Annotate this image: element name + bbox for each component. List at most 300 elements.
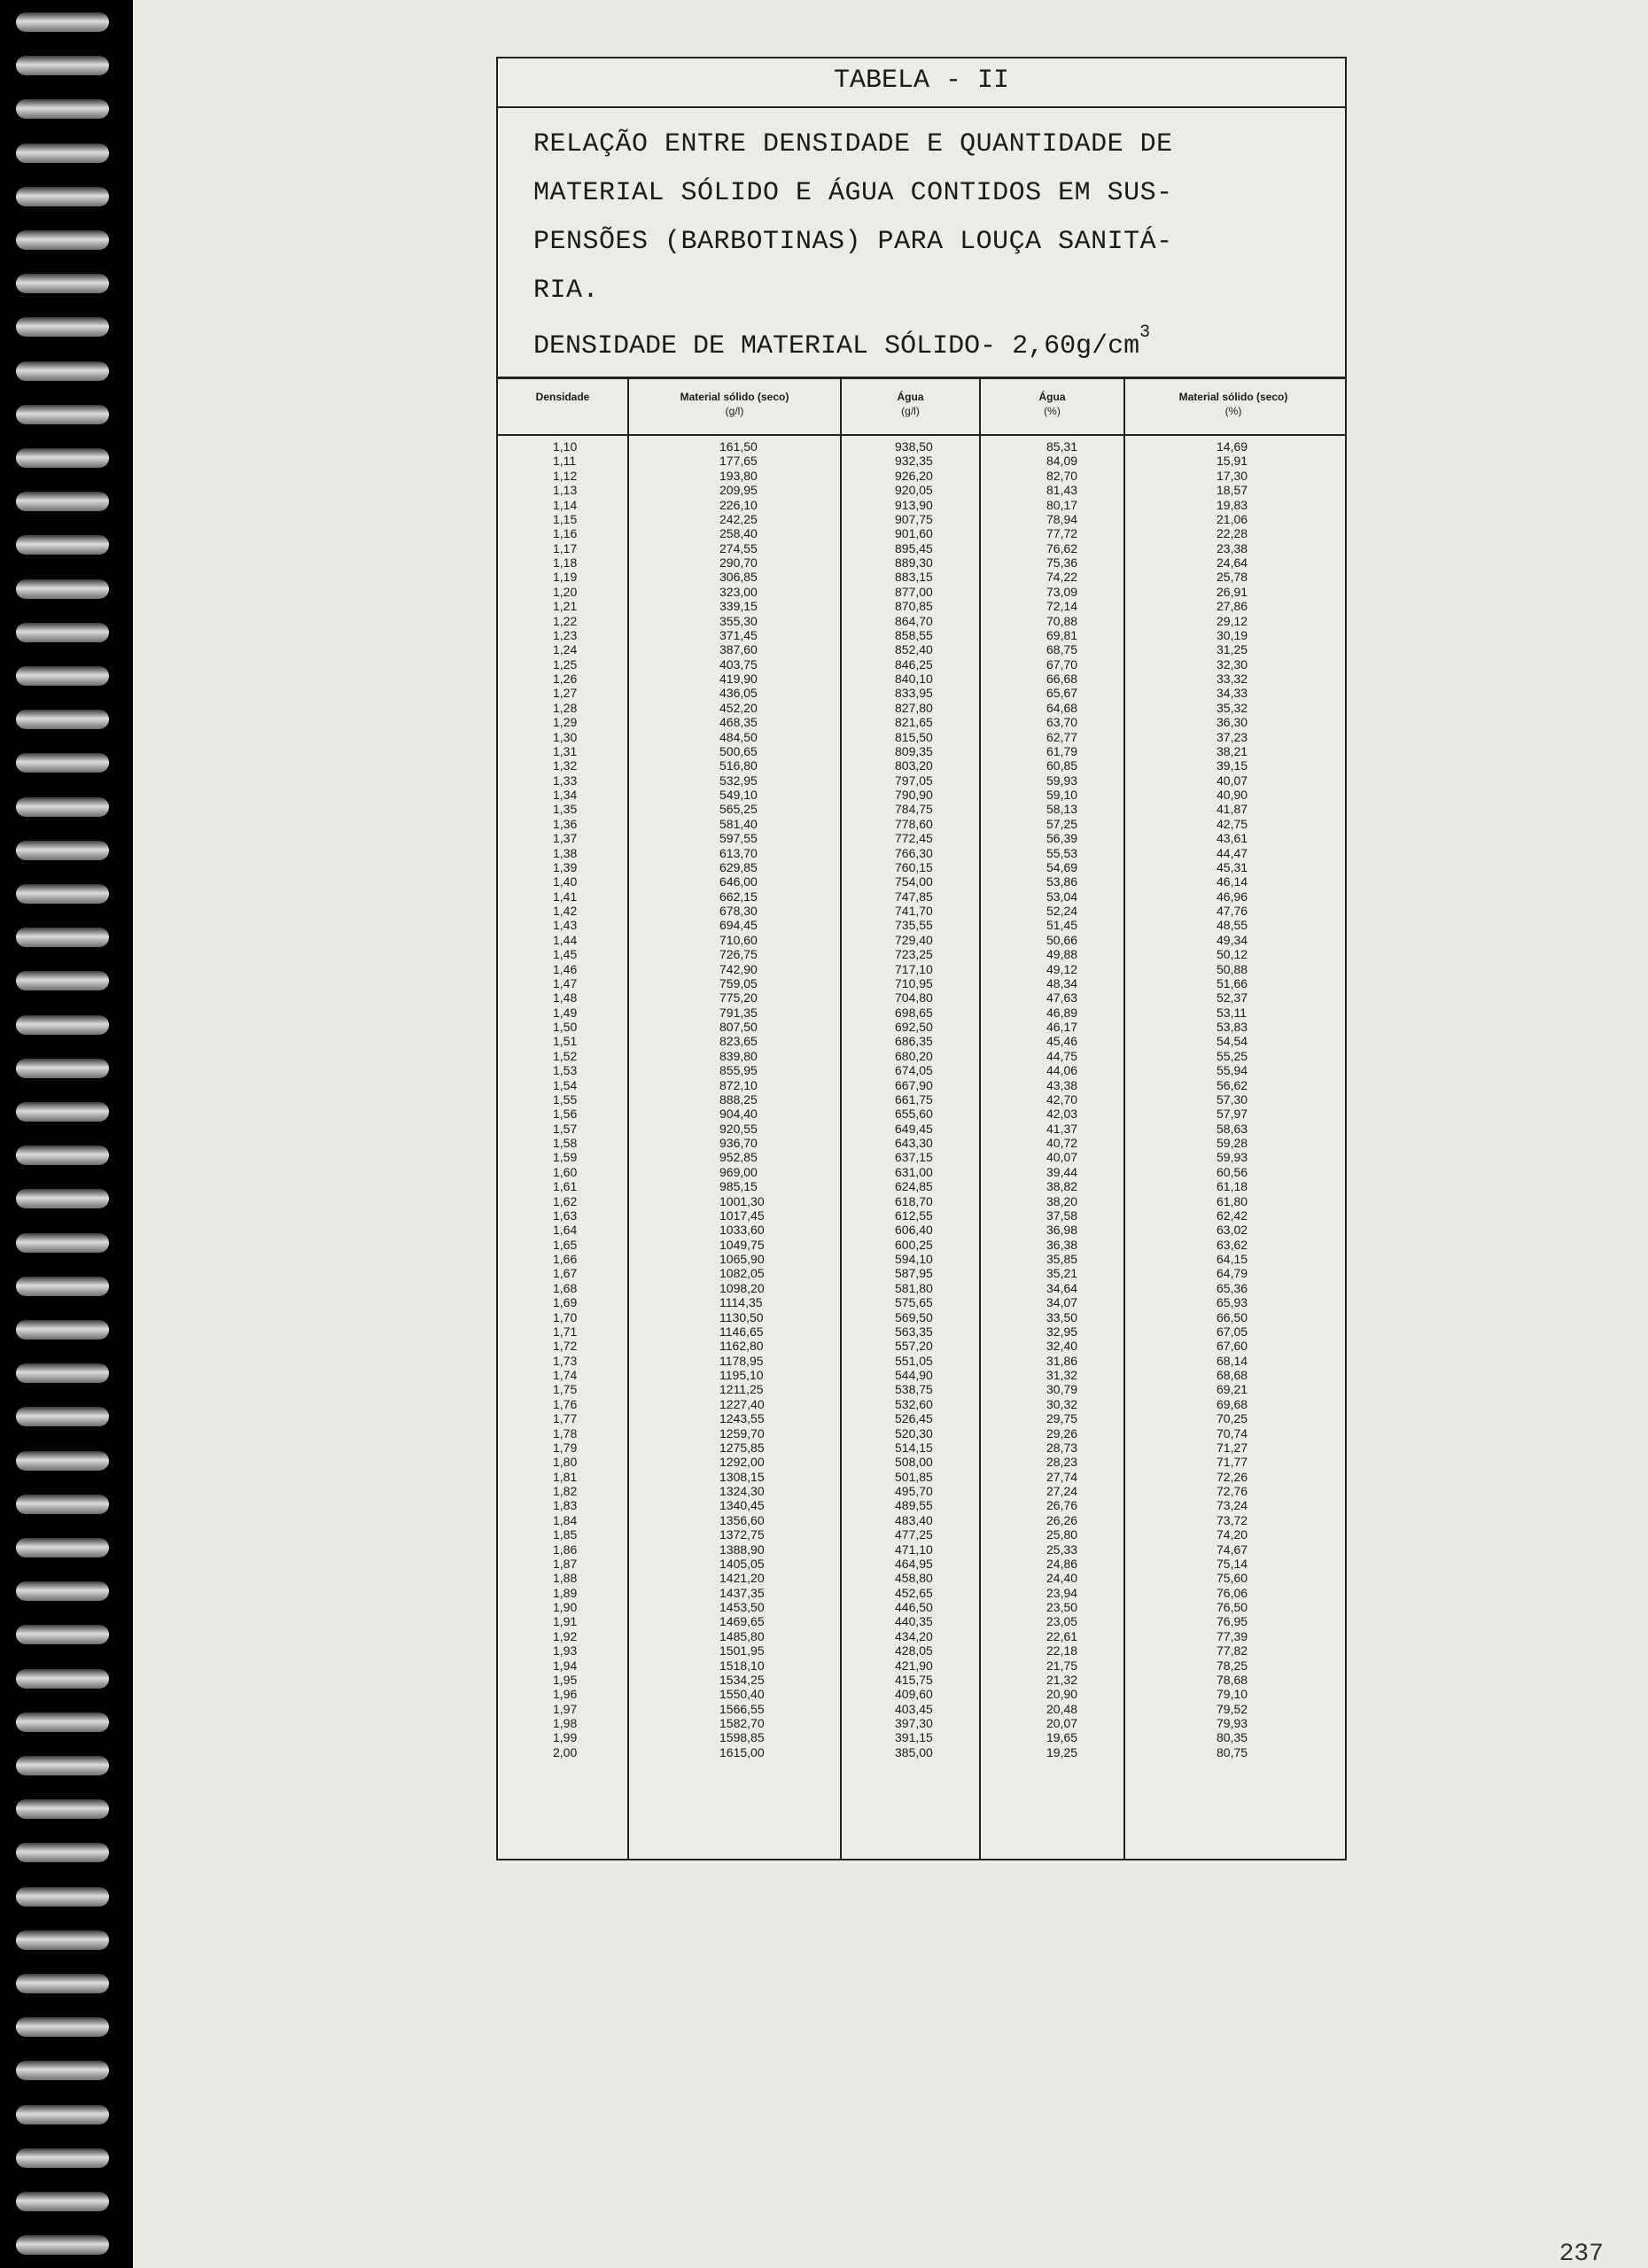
table-cell: 1,11 [553,454,577,469]
table-cell: 969,00 [719,1164,758,1179]
table-cell: 1,10 [553,439,578,454]
table-cell: 855,95 [719,1063,758,1078]
table-cell: 1178,95 [719,1353,764,1368]
spiral-coil [16,797,109,817]
table-cell: 36,30 [1217,715,1248,730]
spiral-coil [16,666,109,686]
column-material-gl [629,436,842,1859]
table-cell: 1,42 [553,904,578,918]
table-cell: 1550,40 [719,1687,765,1702]
table-cell: 45,31 [1217,859,1248,874]
table-cell: 907,75 [895,511,933,526]
table-cell: 581,40 [719,816,758,831]
table-cell: 49,88 [1046,947,1078,962]
table-cell: 1,43 [553,918,578,933]
table-cell: 73,72 [1217,1512,1248,1527]
table-cell: 36,98 [1046,1223,1078,1238]
table-cell: 84,09 [1046,454,1078,469]
table-cell: 872,10 [719,1077,758,1092]
table-cell: 38,82 [1046,1179,1078,1194]
header-agua-pct [981,379,1125,434]
table-cell: 471,10 [895,1542,933,1557]
table-cell: 415,75 [895,1672,933,1687]
table-cell: 624,85 [895,1179,933,1194]
table-cell: 791,35 [719,1005,758,1020]
table-cell: 452,20 [719,700,758,715]
spiral-coil [16,1756,109,1775]
table-cell: 290,70 [719,555,758,570]
table-cell: 1,87 [553,1556,578,1571]
table-cell: 64,68 [1046,700,1078,715]
spiral-coil [16,1189,109,1208]
table-cell: 371,45 [719,627,758,642]
table-cell: 1098,20 [719,1280,765,1295]
table-cell: 704,80 [895,990,933,1006]
table-cell: 27,74 [1046,1469,1078,1484]
spiral-coil [16,623,109,642]
table-cell: 177,65 [719,454,758,469]
table-cell: 858,55 [895,627,933,642]
table-cell: 440,35 [895,1614,933,1629]
table-cell: 495,70 [895,1484,933,1498]
table-cell: 846,25 [895,656,933,672]
spiral-coil [16,710,109,729]
table-cell: 63,70 [1046,715,1078,730]
table-cell: 80,35 [1217,1730,1248,1745]
table-cell: 58,13 [1046,802,1078,817]
table-cell: 1,61 [553,1179,578,1194]
spiral-coil [16,928,109,947]
table-cell: 1,81 [553,1469,578,1484]
header-unit: (%) [1044,405,1061,417]
table-cell: 698,65 [895,1005,933,1020]
table-cell: 1356,60 [719,1512,765,1527]
table-cell: 483,40 [895,1512,933,1527]
spiral-coil [16,405,109,424]
table-cell: 662,15 [719,889,758,904]
header-label: Densidade [535,391,590,403]
spiral-coil [16,1102,109,1122]
table-cell: 1259,70 [719,1425,765,1441]
table-cell: 49,12 [1046,961,1078,976]
table-cell: 870,85 [895,599,933,614]
table-cell: 53,11 [1217,1005,1247,1020]
table-cell: 15,91 [1217,454,1248,469]
table-cell: 79,10 [1217,1687,1248,1702]
table-cell: 514,15 [895,1440,933,1455]
table-cell: 1453,50 [719,1600,765,1614]
table-cell: 544,90 [895,1368,933,1382]
table-cell: 569,50 [895,1309,933,1324]
table-cell: 62,77 [1046,729,1078,744]
table-cell: 37,58 [1046,1208,1078,1223]
table-cell: 35,21 [1046,1266,1078,1281]
table-cell: 57,97 [1217,1107,1248,1122]
table-cell: 70,88 [1046,613,1078,628]
table-cell: 75,36 [1046,555,1078,570]
table-cell: 1,58 [553,1136,578,1150]
density-note-text: DENSIDADE DE MATERIAL SÓLIDO- 2,60g/cm [533,331,1140,361]
table-cell: 78,25 [1217,1658,1248,1673]
table-cell: 161,50 [719,439,758,454]
table-cell: 1421,20 [719,1571,765,1586]
table-cell: 1,89 [553,1585,578,1600]
spiral-coil [16,2192,109,2211]
table-cell: 1,19 [553,570,578,585]
table-cell: 468,35 [719,715,758,730]
table-cell: 23,05 [1046,1614,1078,1629]
table-cell: 1,83 [553,1498,578,1513]
table-cell: 717,10 [895,961,933,976]
table-cell: 1033,60 [719,1223,765,1238]
table-cell: 428,05 [895,1643,933,1658]
table-cell: 59,28 [1217,1136,1248,1150]
table-cell: 775,20 [719,990,758,1006]
table-cell: 1,34 [553,788,578,802]
table-cell: 73,09 [1046,584,1078,599]
table-cell: 1,26 [553,672,578,686]
spiral-coil [16,1015,109,1035]
table-cell: 1,44 [553,932,578,947]
table-cell: 72,26 [1217,1469,1248,1484]
table-cell: 1,96 [553,1687,578,1702]
spiral-coil [16,884,109,904]
table-cell: 1,49 [553,1005,578,1020]
table-cell: 852,40 [895,642,933,657]
spiral-coil [16,2235,109,2255]
table-cell: 888,25 [719,1091,758,1107]
table-cell: 226,10 [719,497,758,512]
table-cell: 484,50 [719,729,758,744]
table-cell: 62,42 [1217,1208,1248,1223]
spiral-coil [16,1974,109,1993]
table-cell: 53,86 [1046,874,1078,889]
table-cell: 33,50 [1046,1309,1078,1324]
table-cell: 2,00 [553,1744,578,1759]
table-cell: 18,57 [1217,483,1248,498]
table-cell: 1,17 [553,540,578,555]
table-cell: 40,72 [1046,1136,1078,1150]
table-cell: 803,20 [895,758,933,773]
table-cell: 694,45 [719,918,758,933]
table-cell: 1162,80 [719,1339,764,1354]
table-cell: 1501,95 [719,1643,765,1658]
table-cell: 50,88 [1217,961,1248,976]
table-cell: 76,62 [1046,540,1078,555]
table-cell: 14,69 [1217,439,1248,454]
spiral-coil [16,1625,109,1644]
spiral-coil [16,1799,109,1819]
table-cell: 25,33 [1046,1542,1078,1557]
table-cell: 24,64 [1217,555,1248,570]
spiral-coil [16,12,109,32]
header-unit: (%) [1224,405,1242,417]
spiral-coil [16,317,109,337]
table-cell: 209,95 [719,483,758,498]
table-cell: 52,37 [1217,990,1248,1006]
table-cell: 31,32 [1046,1368,1078,1382]
table-title: TABELA - II [498,58,1345,108]
table-cell: 1,48 [553,990,578,1006]
table-cell: 1,12 [553,468,578,483]
table-cell: 1,31 [553,743,578,758]
table-cell: 57,25 [1046,816,1078,831]
header-material-gl [629,379,842,434]
table-cell: 1,18 [553,555,578,570]
table-cell: 778,60 [895,816,933,831]
table-cell: 1,78 [553,1425,578,1441]
spiral-coil [16,841,109,860]
spiral-coil [16,579,109,599]
spiral-coil [16,1669,109,1689]
table-cell: 22,61 [1046,1628,1078,1643]
table-cell: 1,70 [553,1309,578,1324]
table-cell: 29,75 [1046,1411,1078,1426]
table-cell: 1,76 [553,1396,578,1411]
table-cell: 28,23 [1046,1455,1078,1470]
table-cell: 821,65 [895,715,933,730]
table-cell: 516,80 [719,758,758,773]
table-cell: 1,15 [553,511,578,526]
table-cell: 741,70 [895,904,933,918]
table-cell: 1,27 [553,686,578,701]
table-cell: 864,70 [895,613,933,628]
spiral-coil [16,448,109,468]
data-table [498,377,1345,1859]
table-cell: 77,39 [1217,1628,1248,1643]
table-cell: 952,85 [719,1150,758,1165]
table-cell: 21,32 [1046,1672,1078,1687]
table-cell: 1615,00 [719,1744,765,1759]
table-cell: 81,43 [1046,483,1078,498]
description-line: MATERIAL SÓLIDO E ÁGUA CONTIDOS EM SUS- [533,178,1173,208]
table-cell: 30,79 [1046,1382,1078,1397]
table-cell: 612,55 [895,1208,933,1223]
table-cell: 40,07 [1046,1150,1078,1165]
table-cell: 42,70 [1046,1091,1078,1107]
table-cell: 49,34 [1217,932,1248,947]
table-cell: 35,85 [1046,1252,1078,1266]
table-cell: 1,72 [553,1339,578,1354]
table-cell: 53,04 [1046,889,1078,904]
table-cell: 51,45 [1046,918,1078,933]
spiral-coil [16,99,109,119]
table-cell: 66,68 [1046,672,1078,686]
table-cell: 25,78 [1217,570,1248,585]
table-cell: 1,21 [553,599,578,614]
header-label: Água [1038,391,1066,403]
table-cell: 1,38 [553,845,578,860]
table-cell: 58,63 [1217,1121,1248,1136]
table-cell: 44,06 [1046,1063,1078,1078]
table-cell: 32,40 [1046,1339,1078,1354]
table-cell: 1001,30 [719,1193,765,1208]
table-cell: 1,64 [553,1223,578,1238]
table-cell: 53,83 [1217,1020,1248,1034]
table-cell: 21,06 [1217,511,1248,526]
table-cell: 74,67 [1217,1542,1248,1557]
table-cell: 883,15 [895,570,933,585]
table-cell: 79,93 [1217,1716,1248,1730]
table-cell: 258,40 [719,526,758,541]
table-cell: 754,00 [895,874,933,889]
table-cell: 24,40 [1046,1571,1078,1586]
table-cell: 35,32 [1217,700,1248,715]
table-cell: 809,35 [895,743,933,758]
table-cell: 1,55 [553,1091,578,1107]
table-cell: 56,39 [1046,831,1078,846]
table-cell: 42,03 [1046,1107,1078,1122]
table-cell: 1,50 [553,1020,578,1034]
table-cell: 25,80 [1046,1527,1078,1542]
table-cell: 538,75 [895,1382,933,1397]
table-cell: 501,85 [895,1469,933,1484]
spiral-coil [16,1495,109,1514]
table-cell: 59,93 [1217,1150,1248,1165]
table-cell: 23,38 [1217,540,1248,555]
table-cell: 1,45 [553,947,578,962]
table-cell: 655,60 [895,1107,933,1122]
table-cell: 477,25 [895,1527,933,1542]
table-cell: 1308,15 [719,1469,765,1484]
table-cell: 67,70 [1046,656,1078,672]
table-cell: 1,54 [553,1077,578,1092]
table-cell: 747,85 [895,889,933,904]
table-cell: 54,69 [1046,859,1078,874]
spiral-coil [16,1538,109,1557]
table-cell: 1,28 [553,700,578,715]
table-cell: 40,07 [1217,773,1248,788]
table-cell: 551,05 [895,1353,933,1368]
table-cell: 729,40 [895,932,933,947]
table-cell: 452,65 [895,1585,933,1600]
table-cell: 387,60 [719,642,758,657]
table-cell: 1,63 [553,1208,578,1223]
table-cell: 581,80 [895,1280,933,1295]
table-cell: 63,02 [1217,1223,1248,1238]
table-cell: 877,00 [895,584,933,599]
table-cell: 594,10 [895,1252,933,1266]
table-cell: 78,68 [1217,1672,1248,1687]
table-cell: 436,05 [719,686,758,701]
table-cell: 19,25 [1046,1744,1078,1759]
table-cell: 34,64 [1046,1280,1078,1295]
table-cell: 32,95 [1046,1324,1078,1339]
table-cell: 1,82 [553,1484,578,1498]
table-cell: 1,91 [553,1614,578,1629]
table-cell: 1340,45 [719,1498,765,1513]
table-cell: 1,39 [553,859,578,874]
table-cell: 31,86 [1046,1353,1078,1368]
table-cell: 64,79 [1217,1266,1248,1281]
table-cell: 1,94 [553,1658,578,1673]
spiral-coil [16,971,109,990]
table-cell: 1566,55 [719,1701,765,1716]
description-line: PENSÕES (BARBOTINAS) PARA LOUÇA SANITÁ- [533,227,1173,257]
header-agua-gl [842,379,981,434]
table-cell: 65,67 [1046,686,1078,701]
table-cell: 920,55 [719,1121,758,1136]
table-cell: 1,52 [553,1048,578,1063]
table-cell: 355,30 [719,613,758,628]
table-cell: 67,60 [1217,1339,1248,1354]
table-cell: 22,28 [1217,526,1248,541]
table-cell: 500,65 [719,743,758,758]
table-cell: 784,75 [895,802,933,817]
table-cell: 38,21 [1217,743,1248,758]
table-cell: 44,75 [1046,1048,1078,1063]
table-cell: 1,79 [553,1440,578,1455]
table-cell: 1,13 [553,483,578,498]
table-cell: 1,24 [553,642,578,657]
spiral-coil [16,1930,109,1950]
header-label: Material sólido (seco) [1178,391,1288,403]
table-cell: 34,07 [1046,1295,1078,1310]
table-cell: 1,73 [553,1353,578,1368]
table-cell: 606,40 [895,1223,933,1238]
table-cell: 815,50 [895,729,933,744]
table-cell: 575,65 [895,1295,933,1310]
table-cell: 29,12 [1217,613,1248,628]
table-cell: 1211,25 [719,1382,764,1397]
table-cell: 1,35 [553,802,578,817]
table-cell: 72,76 [1217,1484,1248,1498]
table-cell: 69,68 [1217,1396,1248,1411]
table-cell: 1,16 [553,526,578,541]
table-cell: 68,14 [1217,1353,1248,1368]
table-cell: 1388,90 [719,1542,765,1557]
table-cell: 1,20 [553,584,578,599]
table-cell: 72,14 [1046,599,1078,614]
table-cell: 680,20 [895,1048,933,1063]
table-cell: 1437,35 [719,1585,765,1600]
table-cell: 1130,50 [719,1309,764,1324]
table-cell: 1598,85 [719,1730,765,1745]
table-cell: 434,20 [895,1628,933,1643]
table-cell: 1,41 [553,889,578,904]
table-cell: 649,45 [895,1121,933,1136]
table-cell: 1,74 [553,1368,578,1382]
table-cell: 1,99 [553,1730,578,1745]
table-cell: 29,26 [1046,1425,1078,1441]
table-cell: 34,33 [1217,686,1248,701]
table-cell: 47,63 [1046,990,1078,1006]
table-cell: 1,67 [553,1266,578,1281]
spiral-coil [16,1363,109,1383]
table-cell: 419,90 [719,672,758,686]
table-cell: 48,34 [1046,975,1078,990]
table-cell: 600,25 [895,1237,933,1252]
table-cell: 760,15 [895,859,933,874]
table-cell: 920,05 [895,483,933,498]
spiral-coil [16,1843,109,1862]
table-cell: 1,36 [553,816,578,831]
table-cell: 1,77 [553,1411,578,1426]
table-cell: 1,95 [553,1672,578,1687]
table-cell: 32,30 [1217,656,1248,672]
table-cell: 508,00 [895,1455,933,1470]
table-cell: 68,68 [1217,1368,1248,1382]
table-cell: 759,05 [719,975,758,990]
spiral-coil [16,1059,109,1078]
column-material-pct [1125,436,1341,1859]
table-cell: 637,15 [895,1150,933,1165]
table-cell: 926,20 [895,468,933,483]
table-cell: 1324,30 [719,1484,765,1498]
table-sheet [496,57,1347,1860]
table-cell: 1017,45 [719,1208,765,1223]
table-cell: 532,60 [895,1396,933,1411]
